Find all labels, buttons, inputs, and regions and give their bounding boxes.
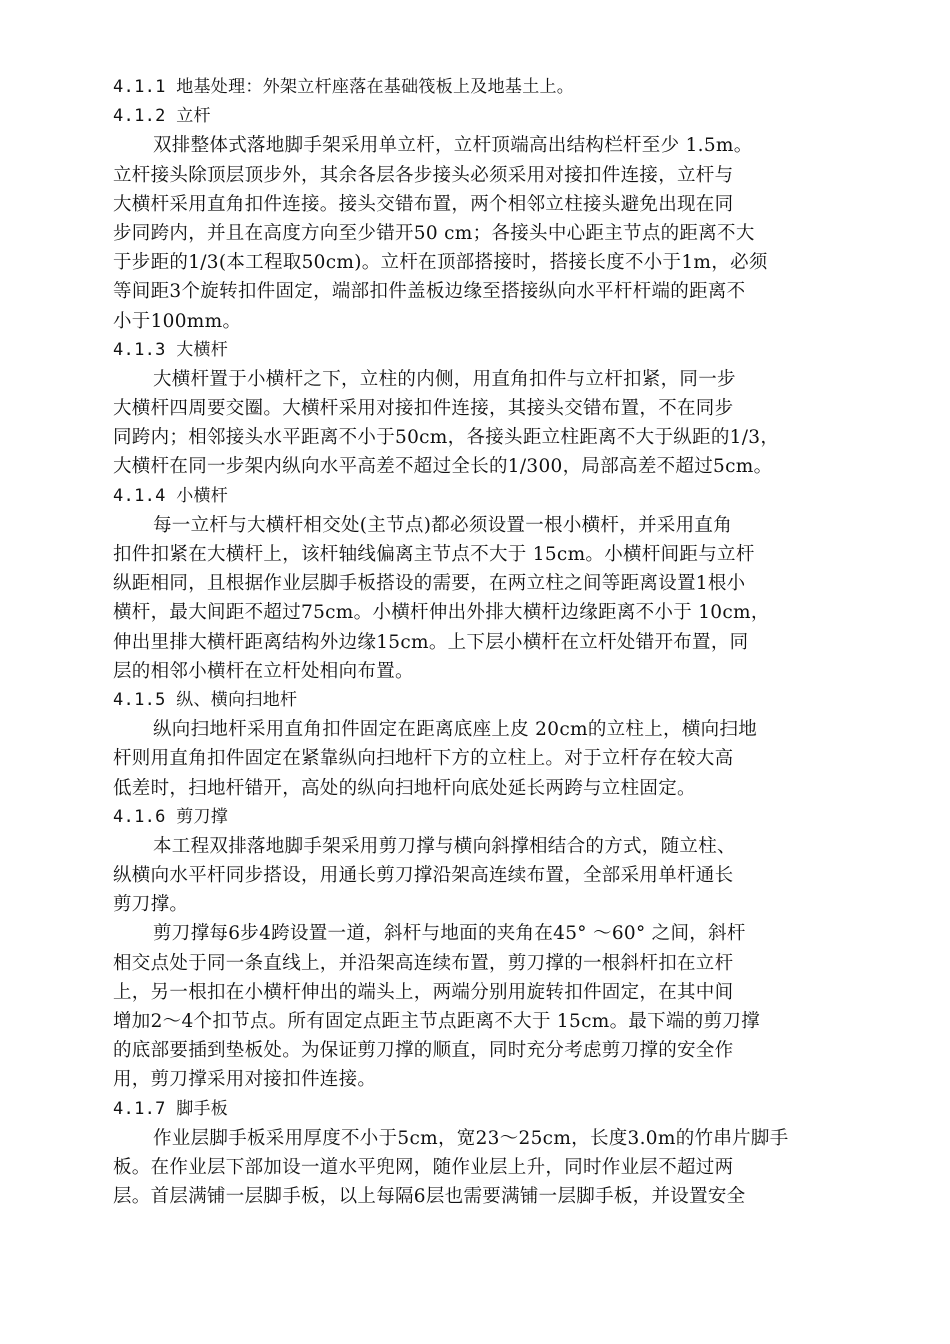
paragraph-line: 横杆，最大间距不超过75cm。小横杆伸出外排大横杆边缘距离不小于 10cm， [113,602,770,624]
section-heading: 4.1.7 脚手板 [113,1098,229,1119]
paragraph-line: 剪刀撑每6步4跨设置一道，斜杆与地面的夹角在45° ～60° 之间，斜杆 [153,923,746,945]
paragraph-line: 大横杆采用直角扣件连接。接头交错布置，两个相邻立柱接头避免出现在同 [113,193,734,215]
document-body [113,73,863,1211]
paragraph-line: 等间距3个旋转扣件固定，端部扣件盖板边缘至搭接纵向水平杆杆端的距离不 [113,281,746,303]
paragraph-line: 伸出里排大横杆距离结构外边缘15cm。上下层小横杆在立杆处错开布置，同 [113,631,749,653]
paragraph-line: 纵距相同，且根据作业层脚手板搭设的需要，在两立柱之间等距离设置1根小 [113,573,746,595]
section-heading: 4.1.2 立杆 [113,106,211,127]
section-heading: 4.1.3 大横杆 [113,339,229,360]
paragraph-line: 纵横向水平杆同步搭设，用通长剪刀撑沿架高连续布置，全部采用单杆通长 [113,865,734,887]
paragraph-line: 剪刀撑。 [113,894,189,916]
paragraph-line: 板。在作业层下部加设一道水平兜网，随作业层上升，同时作业层不超过两 [113,1156,734,1178]
paragraph-line: 大横杆置于小横杆之下，立柱的内侧，用直角扣件与立杆扣紧，同一步 [153,368,736,390]
paragraph-line: 用，剪刀撑采用对接扣件连接。 [113,1069,377,1091]
paragraph-line: 的底部要插到垫板处。为保证剪刀撑的顺直，同时充分考虑剪刀撑的安全作 [113,1040,734,1062]
paragraph-line: 同跨内；相邻接头水平距离不小于50cm，各接头距立柱距离不大于纵距的1/3， [113,427,780,449]
paragraph-line: 小于100mm。 [113,310,242,332]
paragraph-line: 相交点处于同一条直线上，并沿架高连续布置，剪刀撑的一根斜杆扣在立杆 [113,952,734,974]
paragraph-line: 于步距的1/3(本工程取50cm)。立杆在顶部搭接时，搭接长度不小于1m，必须 [113,252,768,274]
section-heading: 4.1.1 地基处理：外架立杆座落在基础筏板上及地基土上。 [113,77,575,97]
paragraph-line: 扣件扣紧在大横杆上，该杆轴线偏离主节点不大于 15cm。小横杆间距与立杆 [113,544,755,565]
paragraph-line: 上，另一根扣在小横杆伸出的端头上，两端分别用旋转扣件固定，在其中间 [113,981,734,1003]
paragraph-line: 杆则用直角扣件固定在紧靠纵向扫地杆下方的立柱上。对于立杆存在较大高 [113,748,734,770]
section-heading: 4.1.4 小横杆 [113,485,229,506]
paragraph-line: 纵向扫地杆采用直角扣件固定在距离底座上皮 20cm的立柱上，横向扫地 [153,719,758,741]
paragraph-line: 增加2～4个扣节点。所有固定点距主节点距离不大于 15cm。最下端的剪刀撑 [113,1011,760,1032]
paragraph-line: 每一立杆与大横杆相交处(主节点)都必须设置一根小横杆，并采用直角 [153,514,733,536]
section-heading: 4.1.5 纵、横向扫地杆 [113,689,298,710]
paragraph-line: 大横杆在同一步架内纵向水平高差不超过全长的1/300，局部高差不超过5cm。 [113,456,773,478]
paragraph-line: 本工程双排落地脚手架采用剪刀撑与横向斜撑相结合的方式，随立柱、 [153,835,736,857]
paragraph-line: 大横杆四周要交圈。大横杆采用对接扣件连接，其接头交错布置，不在同步 [113,398,734,420]
paragraph-line: 低差时，扫地杆错开，高处的纵向扫地杆向底处延长两跨与立柱固定。 [113,777,696,799]
paragraph-line: 立杆接头除顶层顶步外，其余各层各步接头必须采用对接扣件连接，立杆与 [113,164,734,186]
paragraph-line: 作业层脚手板采用厚度不小于5cm，宽23～25cm，长度3.0m的竹串片脚手 [153,1127,789,1149]
paragraph-line: 层的相邻小横杆在立杆处相向布置。 [113,660,414,682]
paragraph-line: 层。首层满铺一层脚手板，以上每隔6层也需要满铺一层脚手板，并设置安全 [113,1186,746,1208]
paragraph-line: 双排整体式落地脚手架采用单立杆，立杆顶端高出结构栏杆至少 1.5m。 [153,135,753,157]
paragraph-line: 步同跨内，并且在高度方向至少错开50 cm；各接头中心距主节点的距离不大 [113,222,755,244]
section-heading: 4.1.6 剪刀撑 [113,806,229,827]
